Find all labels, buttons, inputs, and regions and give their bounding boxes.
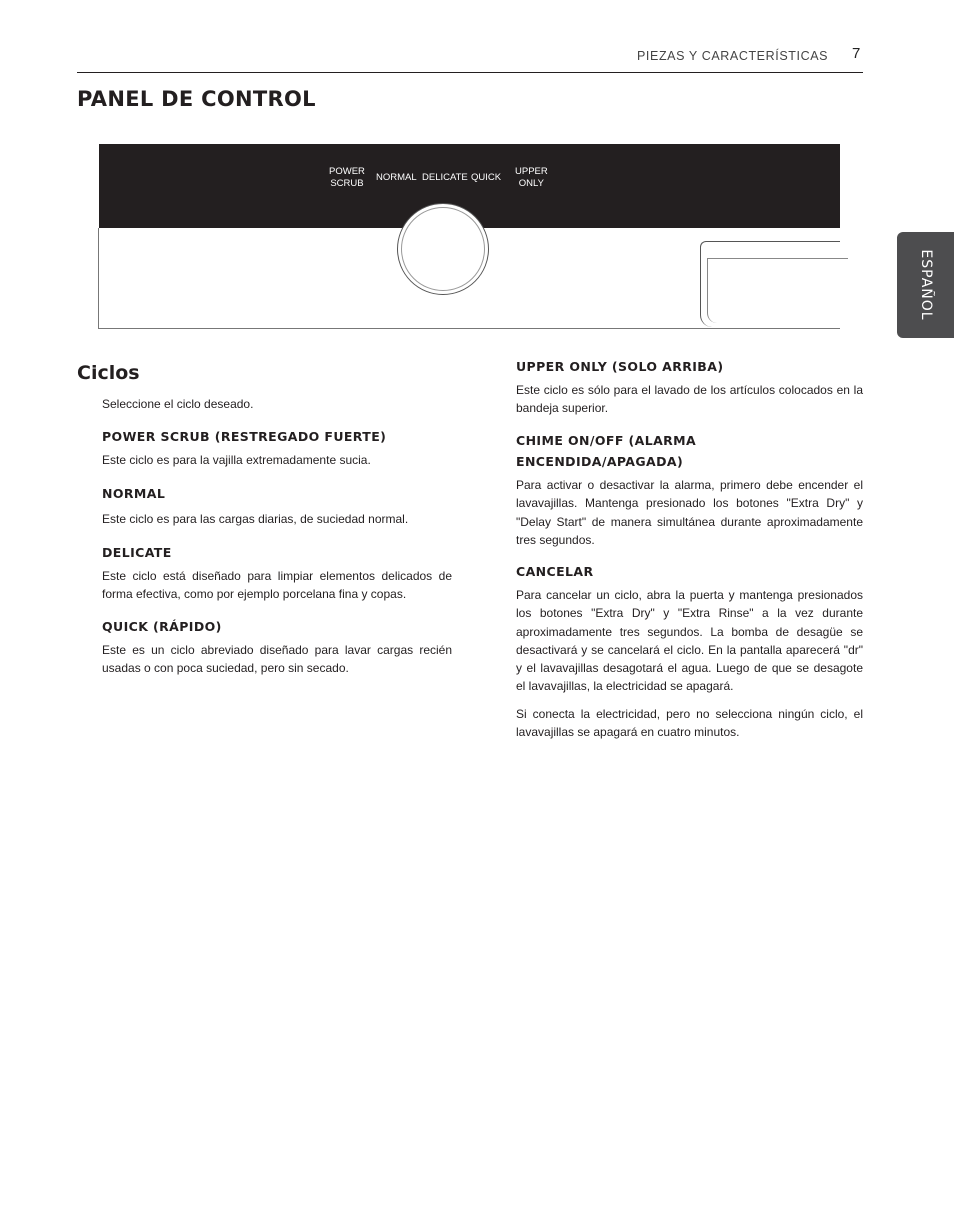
language-tab — [897, 232, 954, 338]
cycle-label-power-scrub: POWER SCRUB — [329, 166, 365, 189]
cancel-block — [516, 561, 863, 741]
cycle-selector-knob — [397, 203, 489, 295]
power-scrub-block — [102, 426, 462, 469]
upper-only-heading: UPPER ONLY (SOLO ARRIBA) — [516, 359, 724, 374]
delicate-block — [102, 542, 452, 604]
cycle-label-quick: QUICK — [471, 172, 502, 183]
display-window — [700, 241, 840, 327]
header-section-title: PIEZAS Y CARACTERÍSTICAS — [637, 49, 829, 63]
cycles-section-title: Ciclos — [77, 362, 140, 384]
page-number: 7 — [852, 45, 861, 62]
upper-only-text: Este ciclo es sólo para el lavado de los artículos colocados en la bandeja superior. — [516, 383, 863, 416]
chime-text: Para activar o desactivar la alarma, primero debe encender el lavavajillas. Mantenga presionado los botones "Extra Dry" y "Delay Start" de manera simultánea durante aproximadamente tres segundos. — [516, 478, 863, 547]
cancel-heading: CANCELAR — [516, 564, 594, 579]
cycles-intro-block — [102, 395, 462, 413]
header-divider — [77, 72, 863, 73]
power-scrub-heading: POWER SCRUB (RESTREGADO FUERTE) — [102, 429, 387, 444]
cancel-note: Si conecta la electricidad, pero no selecciona ningún ciclo, el lavavajillas se apagará en cuatro minutos. — [516, 706, 863, 740]
chime-block — [516, 430, 863, 549]
upper-only-block — [516, 356, 863, 418]
cancel-text: Para cancelar un ciclo, abra la puerta y mantenga presionados los botones "Extra Dry" y "Extra Rinse" a la vez durante aproximadamente tres segundos. La bomba de desagüe se desactivará y se cancelará el ciclo. En la pantalla aparecerá "dr" y el lavavajillas desagotará el agua. Luego de que se desagote el lavavajillas, la electricidad se apagará. — [516, 588, 863, 694]
page-title: PANEL DE CONTROL — [77, 87, 316, 111]
normal-heading: NORMAL — [102, 486, 166, 501]
delicate-heading: DELICATE — [102, 545, 172, 560]
quick-heading: QUICK (RÁPIDO) — [102, 619, 222, 634]
normal-text: Este ciclo es para las cargas diarias, de suciedad normal. — [102, 512, 409, 526]
control-panel-illustration — [97, 143, 840, 331]
language-tab-label: ESPAÑOL — [917, 249, 934, 321]
chime-heading: CHIME ON/OFF (ALARMA ENCENDIDA/APAGADA) — [516, 433, 697, 469]
power-scrub-text: Este ciclo es para la vajilla extremadamente sucia. — [102, 453, 371, 467]
quick-block — [102, 616, 452, 678]
cycles-intro: Seleccione el ciclo deseado. — [102, 397, 254, 411]
quick-text: Este es un ciclo abreviado diseñado para lavar cargas recién usadas o con poca suciedad, pero sin secado. — [102, 643, 452, 676]
delicate-text: Este ciclo está diseñado para limpiar elementos delicados de forma efectiva, como por ejemplo porcelana fina y copas. — [102, 569, 452, 602]
cycle-label-upper-only: UPPER ONLY — [515, 166, 548, 189]
cycle-label-delicate: DELICATE — [422, 172, 468, 183]
normal-block — [102, 483, 462, 528]
cycle-label-normal: NORMAL — [376, 172, 417, 183]
